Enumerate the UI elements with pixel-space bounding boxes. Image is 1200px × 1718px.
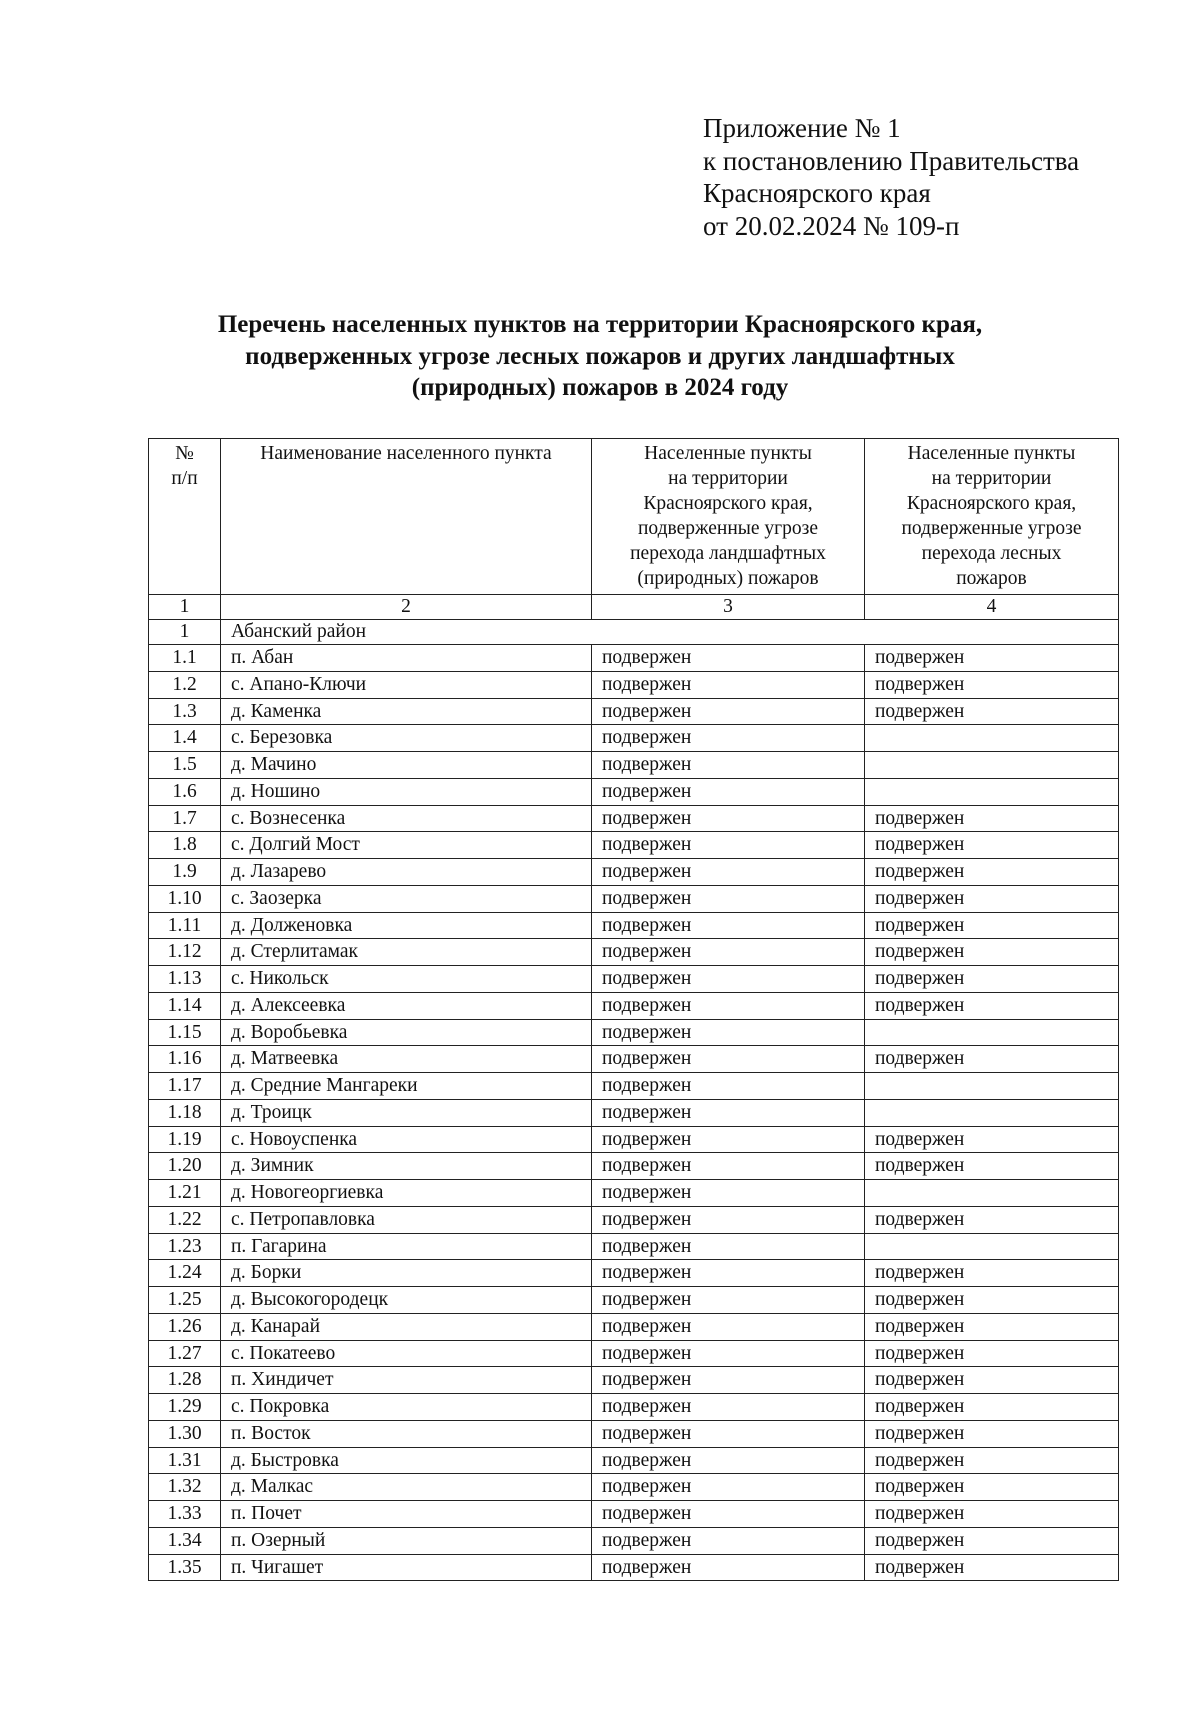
- row-settlement-name: д. Средние Мангареки: [221, 1073, 592, 1100]
- table-row: [149, 885, 1119, 912]
- row-num: 1.28: [149, 1367, 221, 1394]
- table-row: [149, 778, 1119, 805]
- row-forest-status: подвержен: [865, 1153, 1119, 1180]
- header-num: [149, 439, 221, 595]
- row-num: 1.17: [149, 1073, 221, 1100]
- row-num: 1.27: [149, 1340, 221, 1367]
- row-landscape-status: подвержен: [592, 1126, 865, 1153]
- header-landscape-line: подверженные угрозе: [637, 518, 819, 539]
- table-row: [149, 671, 1119, 698]
- header-num-line-1: №: [175, 443, 194, 464]
- table-row: [149, 805, 1119, 832]
- row-forest-status: подвержен: [865, 698, 1119, 725]
- header-landscape-line: на территории: [668, 468, 788, 489]
- row-forest-status: подвержен: [865, 1527, 1119, 1554]
- row-settlement-name: с. Покровка: [221, 1394, 592, 1421]
- table-row: [149, 725, 1119, 752]
- row-forest-status: подвержен: [865, 939, 1119, 966]
- row-settlement-name: с. Заозерка: [221, 885, 592, 912]
- table-row: [149, 1394, 1119, 1421]
- table-row: [149, 1206, 1119, 1233]
- row-num: 1.6: [149, 778, 221, 805]
- row-settlement-name: д. Долженовка: [221, 912, 592, 939]
- row-landscape-status: подвержен: [592, 1501, 865, 1528]
- row-forest-status: подвержен: [865, 1474, 1119, 1501]
- row-num: 1.23: [149, 1233, 221, 1260]
- row-num: 1.24: [149, 1260, 221, 1287]
- table-row: [149, 1420, 1119, 1447]
- row-settlement-name: д. Малкас: [221, 1474, 592, 1501]
- row-landscape-status: подвержен: [592, 1474, 865, 1501]
- row-landscape-status: подвержен: [592, 1340, 865, 1367]
- row-landscape-status: подвержен: [592, 1019, 865, 1046]
- table-row: [149, 859, 1119, 886]
- row-landscape-status: подвержен: [592, 1554, 865, 1581]
- row-forest-status: подвержен: [865, 885, 1119, 912]
- header-forest-line: перехода лесных: [921, 543, 1062, 564]
- row-forest-status: подвержен: [865, 832, 1119, 859]
- row-num: 1.18: [149, 1099, 221, 1126]
- row-settlement-name: д. Канарай: [221, 1313, 592, 1340]
- row-landscape-status: подвержен: [592, 939, 865, 966]
- row-num: 1.34: [149, 1527, 221, 1554]
- row-landscape-status: подвержен: [592, 859, 865, 886]
- row-forest-status: подвержен: [865, 859, 1119, 886]
- row-num: 1.22: [149, 1206, 221, 1233]
- row-landscape-status: подвержен: [592, 1233, 865, 1260]
- row-landscape-status: подвержен: [592, 698, 865, 725]
- table-row: [149, 1260, 1119, 1287]
- row-forest-status: подвержен: [865, 1126, 1119, 1153]
- row-num: 1.16: [149, 1046, 221, 1073]
- table-row: [149, 1073, 1119, 1100]
- row-num: 1.35: [149, 1554, 221, 1581]
- row-landscape-status: подвержен: [592, 1260, 865, 1287]
- column-number: 1: [149, 595, 221, 620]
- row-forest-status: подвержен: [865, 1501, 1119, 1528]
- row-forest-status: подвержен: [865, 671, 1119, 698]
- row-forest-status: подвержен: [865, 645, 1119, 672]
- header-landscape-line: Населенные пункты: [644, 443, 812, 464]
- row-settlement-name: д. Высокогородецк: [221, 1287, 592, 1314]
- row-landscape-status: подвержен: [592, 912, 865, 939]
- row-num: 1.1: [149, 645, 221, 672]
- row-forest-status: [865, 1180, 1119, 1207]
- row-forest-status: подвержен: [865, 1287, 1119, 1314]
- district-row: [149, 620, 1119, 645]
- column-number: 3: [592, 595, 865, 620]
- header-landscape-line: Красноярского края,: [643, 493, 813, 514]
- document-title: [0, 309, 1200, 404]
- table-row: [149, 939, 1119, 966]
- appendix-line-2: к постановлению Правительства: [703, 145, 1080, 176]
- row-forest-status: [865, 725, 1119, 752]
- row-forest-status: подвержен: [865, 1260, 1119, 1287]
- table-row: [149, 1233, 1119, 1260]
- row-landscape-status: подвержен: [592, 671, 865, 698]
- row-num: 1.15: [149, 1019, 221, 1046]
- row-landscape-status: подвержен: [592, 1153, 865, 1180]
- table-row: [149, 645, 1119, 672]
- row-num: 1.2: [149, 671, 221, 698]
- header-name: Наименование населенного пункта: [221, 439, 592, 595]
- table-row: [149, 1447, 1119, 1474]
- header-forest-line: пожаров: [956, 568, 1027, 589]
- title-line-2: подверженных угрозе лесных пожаров и других ландшафтных: [245, 342, 955, 370]
- row-forest-status: подвержен: [865, 1046, 1119, 1073]
- row-settlement-name: с. Петропавловка: [221, 1206, 592, 1233]
- row-landscape-status: подвержен: [592, 1367, 865, 1394]
- row-settlement-name: с. Апано-Ключи: [221, 671, 592, 698]
- row-num: 1.20: [149, 1153, 221, 1180]
- row-landscape-status: подвержен: [592, 992, 865, 1019]
- row-settlement-name: п. Почет: [221, 1501, 592, 1528]
- appendix-header: [703, 112, 1079, 242]
- table-row: [149, 1474, 1119, 1501]
- row-landscape-status: подвержен: [592, 1046, 865, 1073]
- row-landscape-status: подвержен: [592, 1313, 865, 1340]
- column-number-row: [149, 595, 1119, 620]
- row-num: 1.26: [149, 1313, 221, 1340]
- header-forest: [865, 439, 1119, 595]
- table-row: [149, 1126, 1119, 1153]
- table-row: [149, 1340, 1119, 1367]
- row-forest-status: [865, 1233, 1119, 1260]
- table-row: [149, 1313, 1119, 1340]
- row-forest-status: подвержен: [865, 1313, 1119, 1340]
- row-settlement-name: д. Лазарево: [221, 859, 592, 886]
- table-row: [149, 1554, 1119, 1581]
- table-row: [149, 752, 1119, 779]
- district-name: Абанский район: [221, 620, 1119, 645]
- row-num: 1.14: [149, 992, 221, 1019]
- row-landscape-status: подвержен: [592, 1527, 865, 1554]
- table-row: [149, 1287, 1119, 1314]
- row-forest-status: [865, 1099, 1119, 1126]
- row-num: 1.10: [149, 885, 221, 912]
- header-landscape-line: (природных) пожаров: [637, 568, 819, 589]
- row-num: 1.12: [149, 939, 221, 966]
- table-row: [149, 966, 1119, 993]
- row-num: 1.8: [149, 832, 221, 859]
- row-landscape-status: подвержен: [592, 1073, 865, 1100]
- row-num: 1.13: [149, 966, 221, 993]
- row-landscape-status: подвержен: [592, 752, 865, 779]
- district-num: 1: [149, 620, 221, 645]
- table-row: [149, 1527, 1119, 1554]
- row-num: 1.32: [149, 1474, 221, 1501]
- row-settlement-name: д. Ношино: [221, 778, 592, 805]
- row-landscape-status: подвержен: [592, 1420, 865, 1447]
- table-row: [149, 992, 1119, 1019]
- row-settlement-name: с. Никольск: [221, 966, 592, 993]
- row-num: 1.33: [149, 1501, 221, 1528]
- table-row: [149, 1099, 1119, 1126]
- row-num: 1.25: [149, 1287, 221, 1314]
- row-settlement-name: п. Озерный: [221, 1527, 592, 1554]
- row-landscape-status: подвержен: [592, 1206, 865, 1233]
- row-landscape-status: подвержен: [592, 1394, 865, 1421]
- row-settlement-name: п. Абан: [221, 645, 592, 672]
- row-landscape-status: подвержен: [592, 725, 865, 752]
- row-num: 1.21: [149, 1180, 221, 1207]
- appendix-line-4: от 20.02.2024 № 109-п: [703, 210, 960, 241]
- row-settlement-name: с. Покатеево: [221, 1340, 592, 1367]
- row-forest-status: подвержен: [865, 912, 1119, 939]
- header-forest-line: Красноярского края,: [906, 493, 1077, 514]
- column-number: 4: [865, 595, 1119, 620]
- table-row: [149, 1046, 1119, 1073]
- row-num: 1.29: [149, 1394, 221, 1421]
- table-row: [149, 1019, 1119, 1046]
- title-line-3: (природных) пожаров в 2024 году: [411, 374, 789, 401]
- row-settlement-name: д. Воробьевка: [221, 1019, 592, 1046]
- row-settlement-name: п. Гагарина: [221, 1233, 592, 1260]
- row-forest-status: подвержен: [865, 966, 1119, 993]
- row-landscape-status: подвержен: [592, 1180, 865, 1207]
- appendix-line-3: Красноярского края: [703, 178, 931, 208]
- row-landscape-status: подвержен: [592, 1447, 865, 1474]
- row-forest-status: [865, 752, 1119, 779]
- row-num: 1.19: [149, 1126, 221, 1153]
- row-forest-status: подвержен: [865, 1447, 1119, 1474]
- settlements-table: [148, 438, 1119, 1581]
- row-settlement-name: д. Матвеевка: [221, 1046, 592, 1073]
- row-landscape-status: подвержен: [592, 885, 865, 912]
- row-settlement-name: д. Мачино: [221, 752, 592, 779]
- row-forest-status: [865, 1019, 1119, 1046]
- row-landscape-status: подвержен: [592, 645, 865, 672]
- row-settlement-name: д. Борки: [221, 1260, 592, 1287]
- appendix-line-1: Приложение № 1: [703, 113, 901, 143]
- row-forest-status: подвержен: [865, 805, 1119, 832]
- row-settlement-name: д. Новогеоргиевка: [221, 1180, 592, 1207]
- row-landscape-status: подвержен: [592, 1287, 865, 1314]
- row-settlement-name: п. Хиндичет: [221, 1367, 592, 1394]
- row-landscape-status: подвержен: [592, 966, 865, 993]
- title-line-1: Перечень населенных пунктов на территории Красноярского края,: [217, 311, 983, 338]
- row-num: 1.3: [149, 698, 221, 725]
- table-row: [149, 1153, 1119, 1180]
- row-settlement-name: с. Вознесенка: [221, 805, 592, 832]
- header-forest-line: на территории: [931, 468, 1052, 489]
- row-num: 1.9: [149, 859, 221, 886]
- row-forest-status: подвержен: [865, 1420, 1119, 1447]
- row-settlement-name: с. Новоуспенка: [221, 1126, 592, 1153]
- row-num: 1.5: [149, 752, 221, 779]
- table-header-row: [149, 439, 1119, 595]
- table-row: [149, 912, 1119, 939]
- row-settlement-name: с. Долгий Мост: [221, 832, 592, 859]
- column-number: 2: [221, 595, 592, 620]
- row-forest-status: подвержен: [865, 1394, 1119, 1421]
- row-landscape-status: подвержен: [592, 805, 865, 832]
- row-num: 1.11: [149, 912, 221, 939]
- header-num-line-2: п/п: [171, 468, 198, 489]
- table-row: [149, 832, 1119, 859]
- row-settlement-name: д. Стерлитамак: [221, 939, 592, 966]
- header-forest-line: подверженные угрозе: [901, 518, 1082, 539]
- table-row: [149, 698, 1119, 725]
- row-settlement-name: д. Алексеевка: [221, 992, 592, 1019]
- row-landscape-status: подвержен: [592, 832, 865, 859]
- row-forest-status: подвержен: [865, 1367, 1119, 1394]
- header-landscape-line: перехода ландшафтных: [630, 543, 826, 564]
- table-row: [149, 1367, 1119, 1394]
- row-settlement-name: п. Чигашет: [221, 1554, 592, 1581]
- row-num: 1.7: [149, 805, 221, 832]
- row-forest-status: [865, 1073, 1119, 1100]
- row-landscape-status: подвержен: [592, 1099, 865, 1126]
- header-landscape: [592, 439, 865, 595]
- row-settlement-name: с. Березовка: [221, 725, 592, 752]
- header-forest-line: Населенные пункты: [907, 443, 1076, 464]
- row-settlement-name: д. Зимник: [221, 1153, 592, 1180]
- row-forest-status: подвержен: [865, 992, 1119, 1019]
- row-landscape-status: подвержен: [592, 778, 865, 805]
- row-forest-status: подвержен: [865, 1554, 1119, 1581]
- row-num: 1.4: [149, 725, 221, 752]
- row-num: 1.31: [149, 1447, 221, 1474]
- row-forest-status: [865, 778, 1119, 805]
- table-row: [149, 1180, 1119, 1207]
- row-num: 1.30: [149, 1420, 221, 1447]
- row-settlement-name: д. Быстровка: [221, 1447, 592, 1474]
- row-forest-status: подвержен: [865, 1206, 1119, 1233]
- row-settlement-name: п. Восток: [221, 1420, 592, 1447]
- row-settlement-name: д. Троицк: [221, 1099, 592, 1126]
- row-settlement-name: д. Каменка: [221, 698, 592, 725]
- row-forest-status: подвержен: [865, 1340, 1119, 1367]
- table-row: [149, 1501, 1119, 1528]
